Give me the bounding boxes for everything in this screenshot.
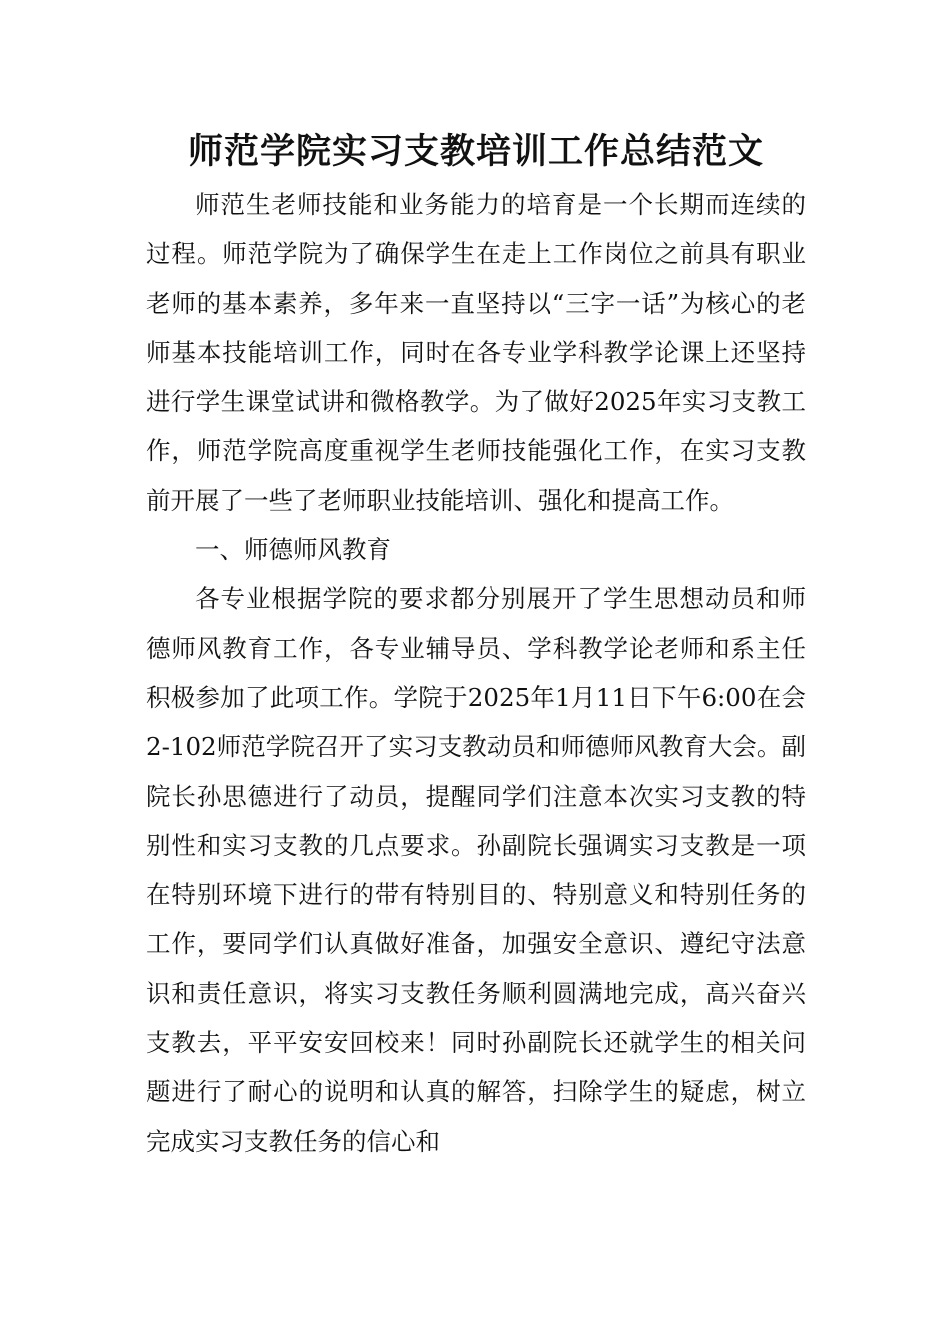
document-page [146,124,806,1166]
section-heading-1: 一、师德师风教育 [195,535,391,565]
document-title: 师范学院实习支教培训工作总结范文 [187,131,764,172]
intro-paragraph: 师范生老师技能和业务能力的培育是一个长期而连续的过程。师范学院为了确保学生在走上工作岗位之前具有职业老师的基本素养，多年来一直坚持以“三字一话”为核心的老师基本技能培训工作，同时在各专业学科教学论课上还坚持进行学生课堂试讲和微格教学。为了做好2025年实习支教工作，师范学院高度重视学生老师技能强化工作，在实习支教前开展了一些了老师职业技能培训、强化和提高工作。 [146,190,806,515]
section-1-paragraph: 各专业根据学院的要求都分别展开了学生思想动员和师德师风教育工作，各专业辅导员、学科教学论老师和系主任积极参加了此项工作。学院于2025年1月11日下午6:00在会2-102师范学院召开了实习支教动员和师德师风教育大会。副院长孙思德进行了动员，提醒同学们注意本次实习支教的特别性和实习支教的几点要求。孙副院长强调实习支教是一项在特别环境下进行的带有特别目的、特别意义和特别任务的工作，要同学们认真做好准备，加强安全意识、遵纪守法意识和责任意识，将实习支教任务顺利圆满地完成，高兴奋兴支教去，平平安安回校来！同时孙副院长还就学生的相关问题进行了耐心的说明和认真的解答，扫除学生的疑虑，树立完成实习支教任务的信心和 [146,584,806,1156]
